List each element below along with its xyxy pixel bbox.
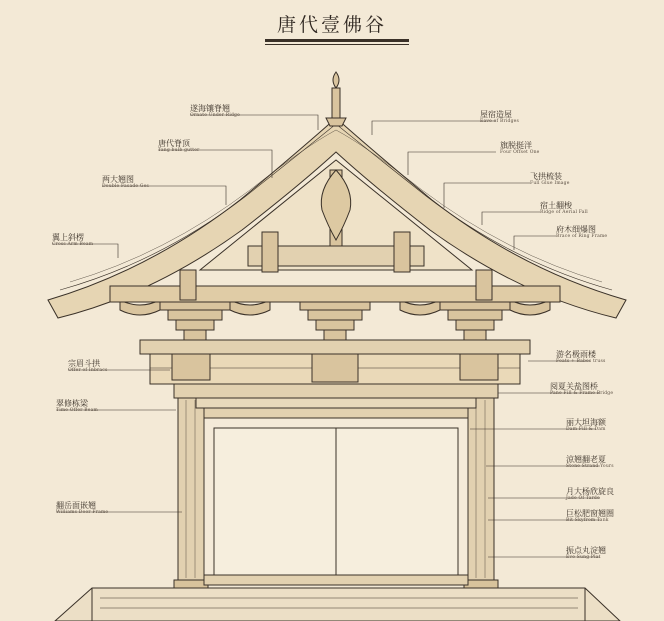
label-left-3: 两大翘图 Double Fasade Ges <box>102 175 150 189</box>
label-left-5: 宗眉斗拱 Offer of Inbracs <box>68 359 108 373</box>
label-right-2: 旗脱挺洋 Four Offset One <box>500 141 540 155</box>
stone-platform <box>55 588 620 621</box>
left-column <box>174 395 208 588</box>
label-right-5: 府木细爆图 Brace of Ring Frame <box>556 225 608 239</box>
right-column <box>464 395 498 588</box>
label-right-4: 宿土翻梭 Ridge of Aerial Fall <box>540 201 588 215</box>
label-left-7: 翻岳面嵌翘 Williams Door Frame <box>56 501 109 515</box>
label-left-2: 唐代脊顶 Tang bulb gutter <box>158 139 200 153</box>
label-left-6: 翠修栋梁 Time Offer Beam <box>56 399 98 413</box>
label-right-6: 游名极雨楼 Feats + Babes truss <box>556 350 606 364</box>
door-frame <box>204 418 468 585</box>
page-title: 唐代壹佛谷 <box>276 14 387 36</box>
label-right-7: 阅夏关盐图桥 Pane Fill & Frame Bridge <box>550 382 614 396</box>
label-left-4: 翼上斜楞 Cross Arm Beam <box>52 233 94 247</box>
label-right-3: 飞拱梳装 Full Glue Image <box>530 172 570 186</box>
label-left-1: 遂海镶脊翘 Ornate Under Ridge <box>190 104 240 118</box>
label-right-11: 巨松肥窗翘圈 Bit Skyfrom Tank <box>566 509 614 523</box>
label-right-10: 月大杨欣旋良 Jade Of Tarde <box>566 487 614 501</box>
label-right-9: 涼翘翻老夏 Stone Strand Yours <box>566 455 614 469</box>
ridge-finial <box>326 72 346 126</box>
label-right-12: 振点丸淀翘 Eve Sung Plat <box>566 546 606 560</box>
label-right-8: 丽大坦海额 Dam Fill & Dam <box>566 418 606 432</box>
label-right-1: 屋宿造屋 Eave of Bridges <box>480 110 520 124</box>
